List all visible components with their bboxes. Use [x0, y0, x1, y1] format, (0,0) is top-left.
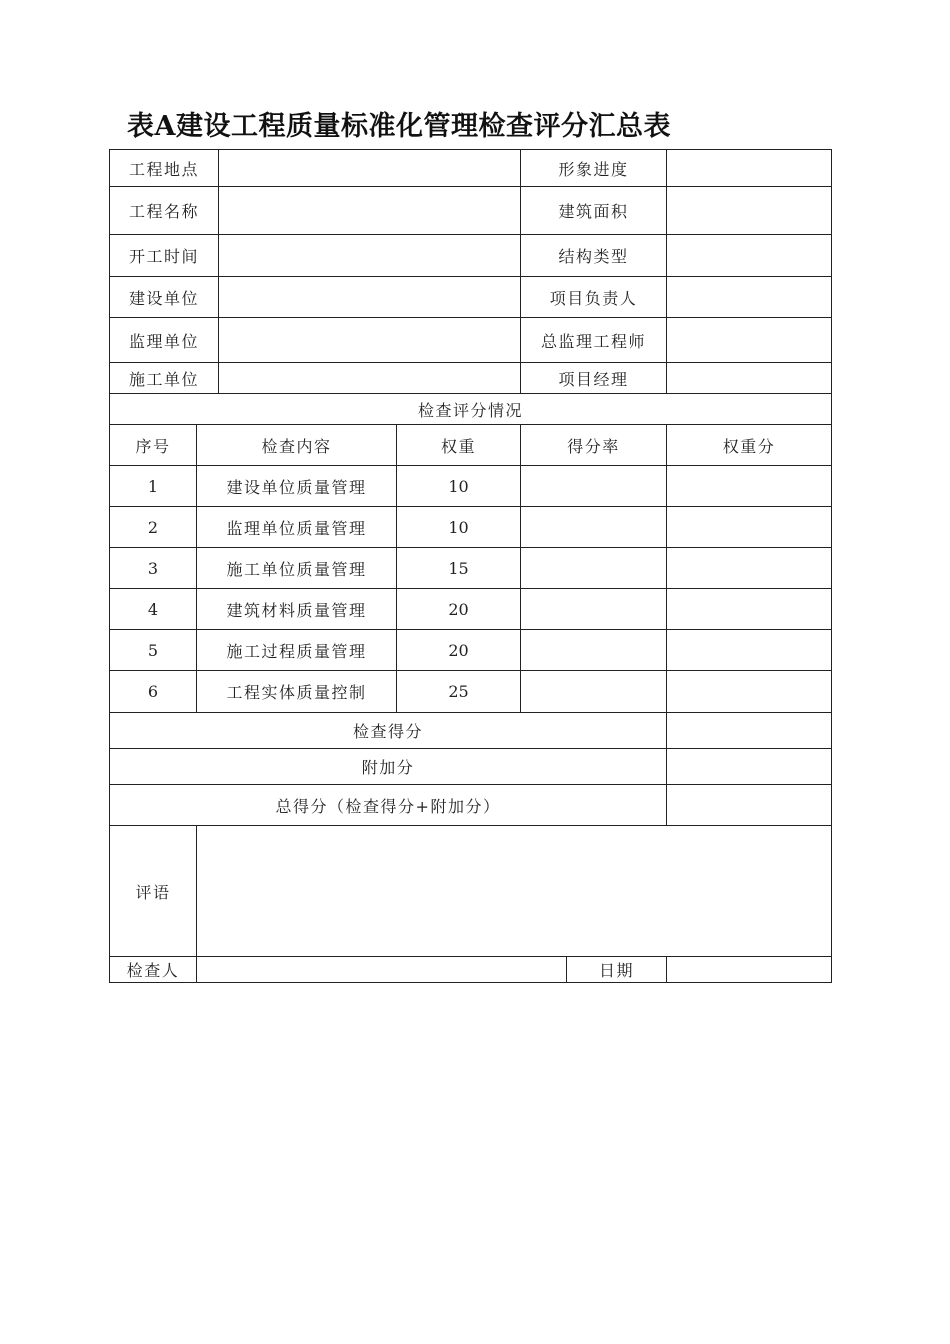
info-label-project-leader: 项目负责人 [521, 277, 667, 318]
column-header-score-rate: 得分率 [521, 425, 667, 466]
info-label-chief-supervisor: 总监理工程师 [521, 318, 667, 363]
summary-row [110, 785, 832, 826]
info-label-structure-type: 结构类型 [521, 235, 667, 277]
item-weighted-score-cell[interactable] [667, 507, 832, 548]
info-value-owner-unit[interactable] [219, 277, 521, 318]
table-row [110, 671, 832, 713]
info-value-chief-supervisor[interactable] [667, 318, 832, 363]
summary-row [110, 749, 832, 785]
column-header-row [110, 425, 832, 466]
info-row [110, 363, 832, 394]
info-label-progress: 形象进度 [521, 150, 667, 187]
date-label: 日期 [567, 957, 667, 983]
item-content: 建筑材料质量管理 [197, 589, 397, 630]
info-row [110, 187, 832, 235]
check-score-value[interactable] [667, 713, 832, 749]
table-row [110, 507, 832, 548]
item-score-rate-cell[interactable] [521, 589, 667, 630]
item-score-rate-cell[interactable] [521, 507, 667, 548]
summary-row [110, 713, 832, 749]
total-score-value[interactable] [667, 785, 832, 826]
table-row [110, 630, 832, 671]
info-value-start-time[interactable] [219, 235, 521, 277]
item-no: 4 [110, 589, 197, 630]
info-label-start-time: 开工时间 [110, 235, 219, 277]
info-value-project-name[interactable] [219, 187, 521, 235]
info-row [110, 150, 832, 187]
column-header-weighted-score: 权重分 [667, 425, 832, 466]
info-value-construction-unit[interactable] [219, 363, 521, 394]
item-no: 5 [110, 630, 197, 671]
item-weighted-score-cell[interactable] [667, 630, 832, 671]
inspector-value[interactable] [197, 957, 567, 983]
info-label-project-manager: 项目经理 [521, 363, 667, 394]
info-value-location[interactable] [219, 150, 521, 187]
page-title: 表A建设工程质量标准化管理检查评分汇总表 [127, 111, 671, 142]
bonus-score-label: 附加分 [110, 749, 667, 785]
table-row [110, 466, 832, 507]
item-no: 1 [110, 466, 197, 507]
item-content: 施工单位质量管理 [197, 548, 397, 589]
info-row [110, 235, 832, 277]
item-weighted-score-cell[interactable] [667, 466, 832, 507]
date-value[interactable] [667, 957, 832, 983]
item-weighted-score-cell[interactable] [667, 671, 832, 713]
item-no: 6 [110, 671, 197, 713]
total-score-label: 总得分（检查得分+附加分） [110, 785, 667, 826]
column-header-content: 检查内容 [197, 425, 397, 466]
score-summary-table [109, 149, 832, 983]
info-label-construction-unit: 施工单位 [110, 363, 219, 394]
column-header-no: 序号 [110, 425, 197, 466]
item-no: 3 [110, 548, 197, 589]
table-row [110, 589, 832, 630]
info-value-floor-area[interactable] [667, 187, 832, 235]
bonus-score-value[interactable] [667, 749, 832, 785]
info-label-owner-unit: 建设单位 [110, 277, 219, 318]
section-title-row [110, 394, 832, 425]
info-value-structure-type[interactable] [667, 235, 832, 277]
info-value-supervision-unit[interactable] [219, 318, 521, 363]
item-weight: 20 [397, 630, 521, 671]
section-title: 检查评分情况 [110, 394, 832, 425]
info-row [110, 277, 832, 318]
info-value-project-leader[interactable] [667, 277, 832, 318]
item-weight: 10 [397, 466, 521, 507]
item-content: 监理单位质量管理 [197, 507, 397, 548]
item-content: 施工过程质量管理 [197, 630, 397, 671]
comment-label: 评语 [110, 826, 197, 957]
inspector-label: 检查人 [110, 957, 197, 983]
item-score-rate-cell[interactable] [521, 548, 667, 589]
comment-area[interactable] [197, 826, 832, 957]
info-label-location: 工程地点 [110, 150, 219, 187]
item-weighted-score-cell[interactable] [667, 589, 832, 630]
info-label-project-name: 工程名称 [110, 187, 219, 235]
comment-row [110, 826, 832, 957]
item-weight: 25 [397, 671, 521, 713]
item-weighted-score-cell[interactable] [667, 548, 832, 589]
check-score-label: 检查得分 [110, 713, 667, 749]
item-score-rate-cell[interactable] [521, 630, 667, 671]
info-value-progress[interactable] [667, 150, 832, 187]
item-content: 工程实体质量控制 [197, 671, 397, 713]
item-weight: 20 [397, 589, 521, 630]
item-no: 2 [110, 507, 197, 548]
item-content: 建设单位质量管理 [197, 466, 397, 507]
item-score-rate-cell[interactable] [521, 466, 667, 507]
info-row [110, 318, 832, 363]
signature-row [110, 957, 832, 983]
item-score-rate-cell[interactable] [521, 671, 667, 713]
info-value-project-manager[interactable] [667, 363, 832, 394]
item-weight: 15 [397, 548, 521, 589]
column-header-weight: 权重 [397, 425, 521, 466]
info-label-floor-area: 建筑面积 [521, 187, 667, 235]
info-label-supervision-unit: 监理单位 [110, 318, 219, 363]
table-row [110, 548, 832, 589]
item-weight: 10 [397, 507, 521, 548]
